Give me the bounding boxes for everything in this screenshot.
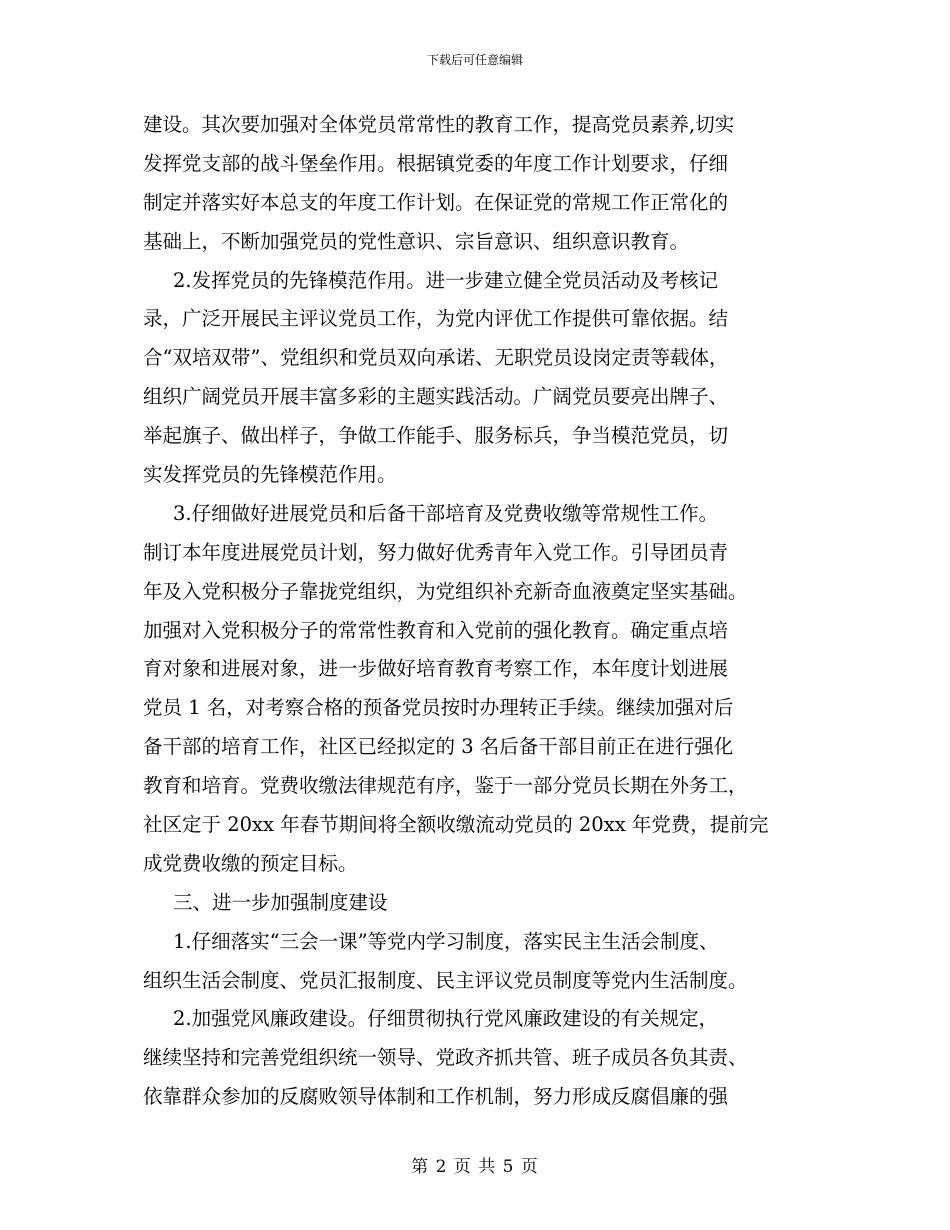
text-line: 基础上，不断加强党员的党性意识、宗旨意识、组织意识教育。 <box>143 229 690 253</box>
text-line: 举起旗子、做出样子，争做工作能手、服务标兵，争当模范党员，切 <box>143 424 729 448</box>
text-line: 合“双培双带”、党组织和党员双向承诺、无职党员设岗定责等载体， <box>143 346 729 370</box>
text-line: 组织生活会制度、党员汇报制度、民主评议党员制度等党内生活制度。 <box>143 968 748 992</box>
text-line: 继续坚持和完善党组织统一领导、党政齐抓共管、班子成员各负其责、 <box>143 1046 748 1070</box>
text-line: 加强对入党积极分子的常常性教育和入党前的强化教育。确定重点培 <box>143 618 729 642</box>
text-line: 发挥党支部的战斗堡垒作用。根据镇党委的年度工作计划要求，仔细 <box>143 151 729 175</box>
text-line: 育对象和进展对象，进一步做好培育教育考察工作，本年度计划进展 <box>143 657 729 681</box>
text-line: 三、进一步加强制度建设 <box>173 890 388 914</box>
text-line: 年及入党积极分子靠拢党组织，为党组织补充新奇血液奠定坚实基础。 <box>143 579 748 603</box>
text-line: 3.仔细做好进展党员和后备干部培育及党费收缴等常规性工作。 <box>173 501 719 525</box>
text-line: 备干部的培育工作，社区已经拟定的 3 名后备干部目前正在进行强化 <box>143 735 734 759</box>
text-line: 制订本年度进展党员计划，努力做好优秀青年入党工作。引导团员青 <box>143 540 729 564</box>
text-line: 教育和培育。党费收缴法律规范有序，鉴于一部分党员长期在外务工， <box>143 774 748 798</box>
text-line: 社区定于 20xx 年春节期间将全额收缴流动党员的 20xx 年党费，提前完 <box>143 813 769 837</box>
document-body <box>143 106 808 1117</box>
text-line: 制定并落实好本总支的年度工作计划。在保证党的常规工作正常化的 <box>143 190 729 214</box>
page-footer: 第 2 页 共 5 页 <box>411 1157 539 1177</box>
text-line: 1.仔细落实“三会一课”等党内学习制度，落实民主生活会制度、 <box>173 929 719 953</box>
text-line: 组织广阔党员开展丰富多彩的主题实践活动。广阔党员要亮出牌子、 <box>143 385 729 409</box>
text-line: 建设。其次要加强对全体党员常常性的教育工作，提高党员素养,切实 <box>143 113 735 136</box>
text-line: 党员 1 名，对考察合格的预备党员按时办理转正手续。继续加强对后 <box>143 696 734 720</box>
text-line: 2.发挥党员的先锋模范作用。进一步建立健全党员活动及考核记 <box>173 268 719 292</box>
text-line: 录，广泛开展民主评议党员工作，为党内评优工作提供可靠依据。结 <box>143 307 729 331</box>
text-line: 成党费收缴的预定目标。 <box>143 851 358 875</box>
text-line: 2.加强党风廉政建设。仔细贯彻执行党风廉政建设的有关规定， <box>173 1007 719 1031</box>
text-line: 依靠群众参加的反腐败领导体制和工作机制，努力形成反腐倡廉的强 <box>143 1085 729 1109</box>
page-header: 下载后可任意编辑 <box>426 53 523 67</box>
text-line: 实发挥党员的先锋模范作用。 <box>143 463 397 487</box>
